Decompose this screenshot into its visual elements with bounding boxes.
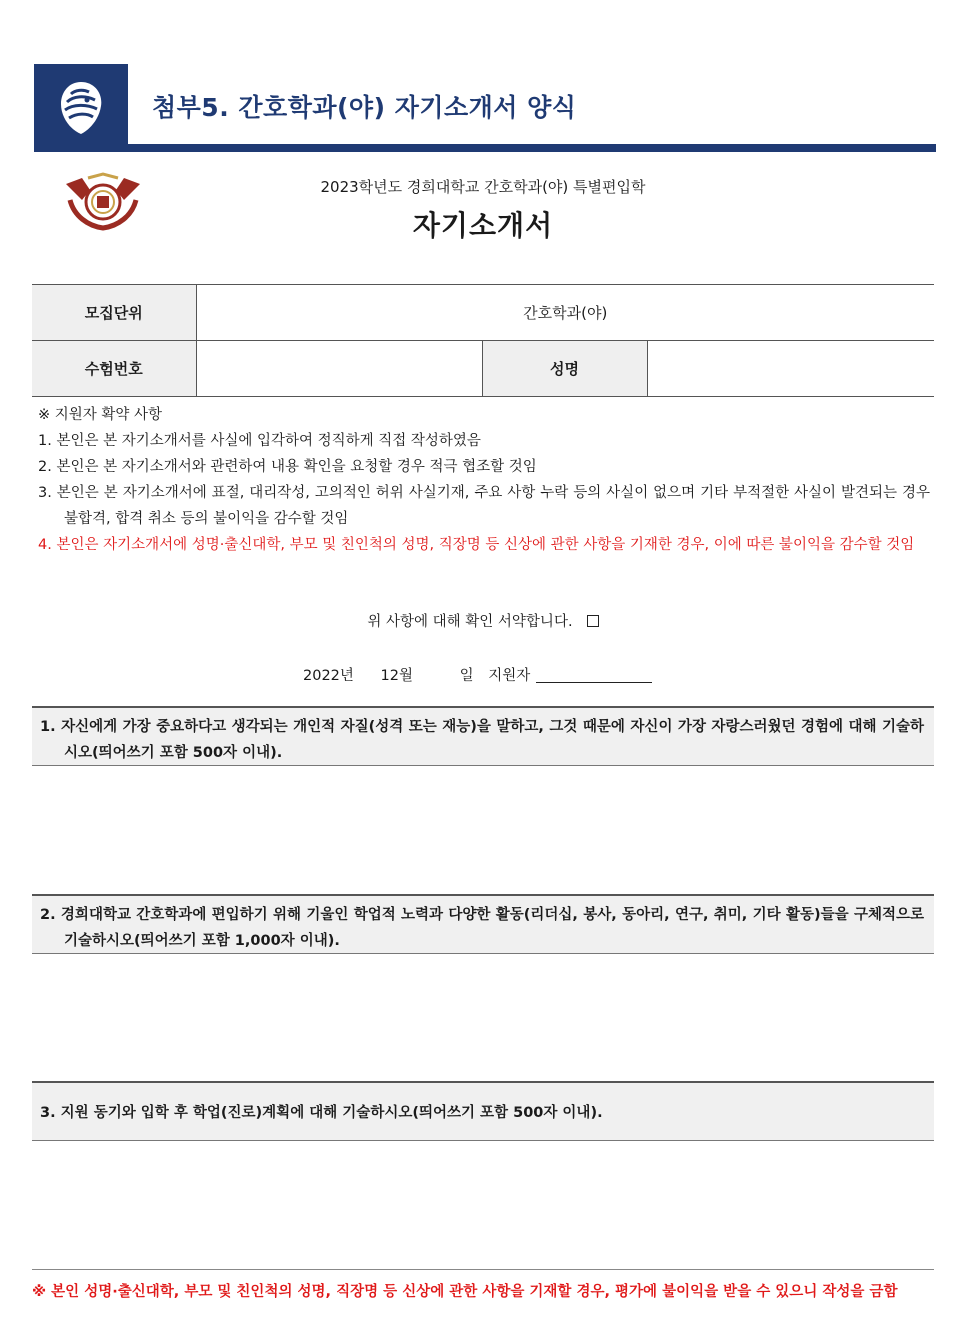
agreement-checkbox[interactable]	[587, 615, 599, 627]
table-row	[32, 341, 934, 397]
pledge-item: 2. 본인은 본 자기소개서와 관련하여 내용 확인을 요청할 경우 적극 협조할 것임	[38, 459, 537, 475]
document-title: 자기소개서	[412, 209, 554, 242]
applicant-pledge	[38, 402, 930, 558]
header-divider	[34, 144, 936, 152]
header-title: 첨부5. 간호학과(야) 자기소개서 양식	[152, 93, 577, 122]
agreement-text: 위 사항에 대해 확인 서약합니다.	[367, 614, 573, 630]
date-signature-line	[303, 664, 674, 685]
question-3	[32, 1081, 934, 1141]
question-text: 3. 지원 동기와 입학 후 학업(진로)계획에 대해 기술하시오(띄어쓰기 포함 500자 이내).	[40, 1105, 603, 1121]
question-2	[32, 894, 934, 954]
question-text: 1. 자신에게 가장 중요하다고 생각되는 개인적 자질(성격 또는 재능)을 말하고, 그것 때문에 자신이 가장 자랑스러웠던 경험에 대해 기술하시오(띄어쓰기 포함 500자 이내).	[40, 719, 924, 761]
agreement-line	[0, 610, 966, 631]
question-1	[32, 706, 934, 766]
exam-number-label: 수험번호	[32, 341, 196, 397]
date-month: 12월	[380, 668, 413, 684]
exam-number-field[interactable]	[196, 341, 482, 397]
signature-field[interactable]	[536, 682, 652, 683]
pledge-item-warning: 4. 본인은 자기소개서에 성명·출신대학, 부모 및 친인척의 성명, 직장명 등 신상에 관한 사항을 기재한 경우, 이에 따른 불이익을 감수할 것임	[38, 537, 915, 553]
pledge-item: 3. 본인은 본 자기소개서에 표절, 대리작성, 고의적인 허위 사실기재, 주요 사항 누락 등의 사실이 없으며 기타 부적절한 사실이 발견되는 경우 불합격, 합격 취소 등의 불이익을 감수할 것임	[38, 485, 930, 527]
lion-logo-icon	[34, 64, 128, 152]
name-field[interactable]	[647, 341, 934, 397]
question-text: 2. 경희대학교 간호학과에 편입하기 위해 기울인 학업적 노력과 다양한 활동(리더십, 봉사, 동아리, 연구, 취미, 기타 활동)들을 구체적으로 기술하시오(띄어쓰기 포함 1,000자 이내).	[40, 907, 924, 949]
pledge-item: 1. 본인은 본 자기소개서를 사실에 입각하여 정직하게 직접 작성하였음	[38, 433, 481, 449]
pledge-heading: ※ 지원자 확약 사항	[38, 407, 163, 423]
document-subtitle: 2023학년도 경희대학교 간호학과(야) 특별편입학	[320, 178, 646, 196]
table-row	[32, 285, 934, 341]
date-day: 일	[459, 668, 474, 684]
unit-value: 간호학과(야)	[196, 285, 934, 341]
date-year: 2022년	[303, 668, 354, 684]
name-label: 성명	[482, 341, 647, 397]
page-header	[34, 64, 936, 154]
unit-label: 모집단위	[32, 285, 196, 341]
applicant-info-table	[32, 284, 934, 397]
footer-divider	[32, 1269, 934, 1270]
applicant-label: 지원자	[488, 668, 531, 684]
footer-warning: ※ 본인 성명·출신대학, 부모 및 친인척의 성명, 직장명 등 신상에 관한 사항을 기재할 경우, 평가에 불이익을 받을 수 있으니 작성을 금함	[32, 1284, 898, 1300]
